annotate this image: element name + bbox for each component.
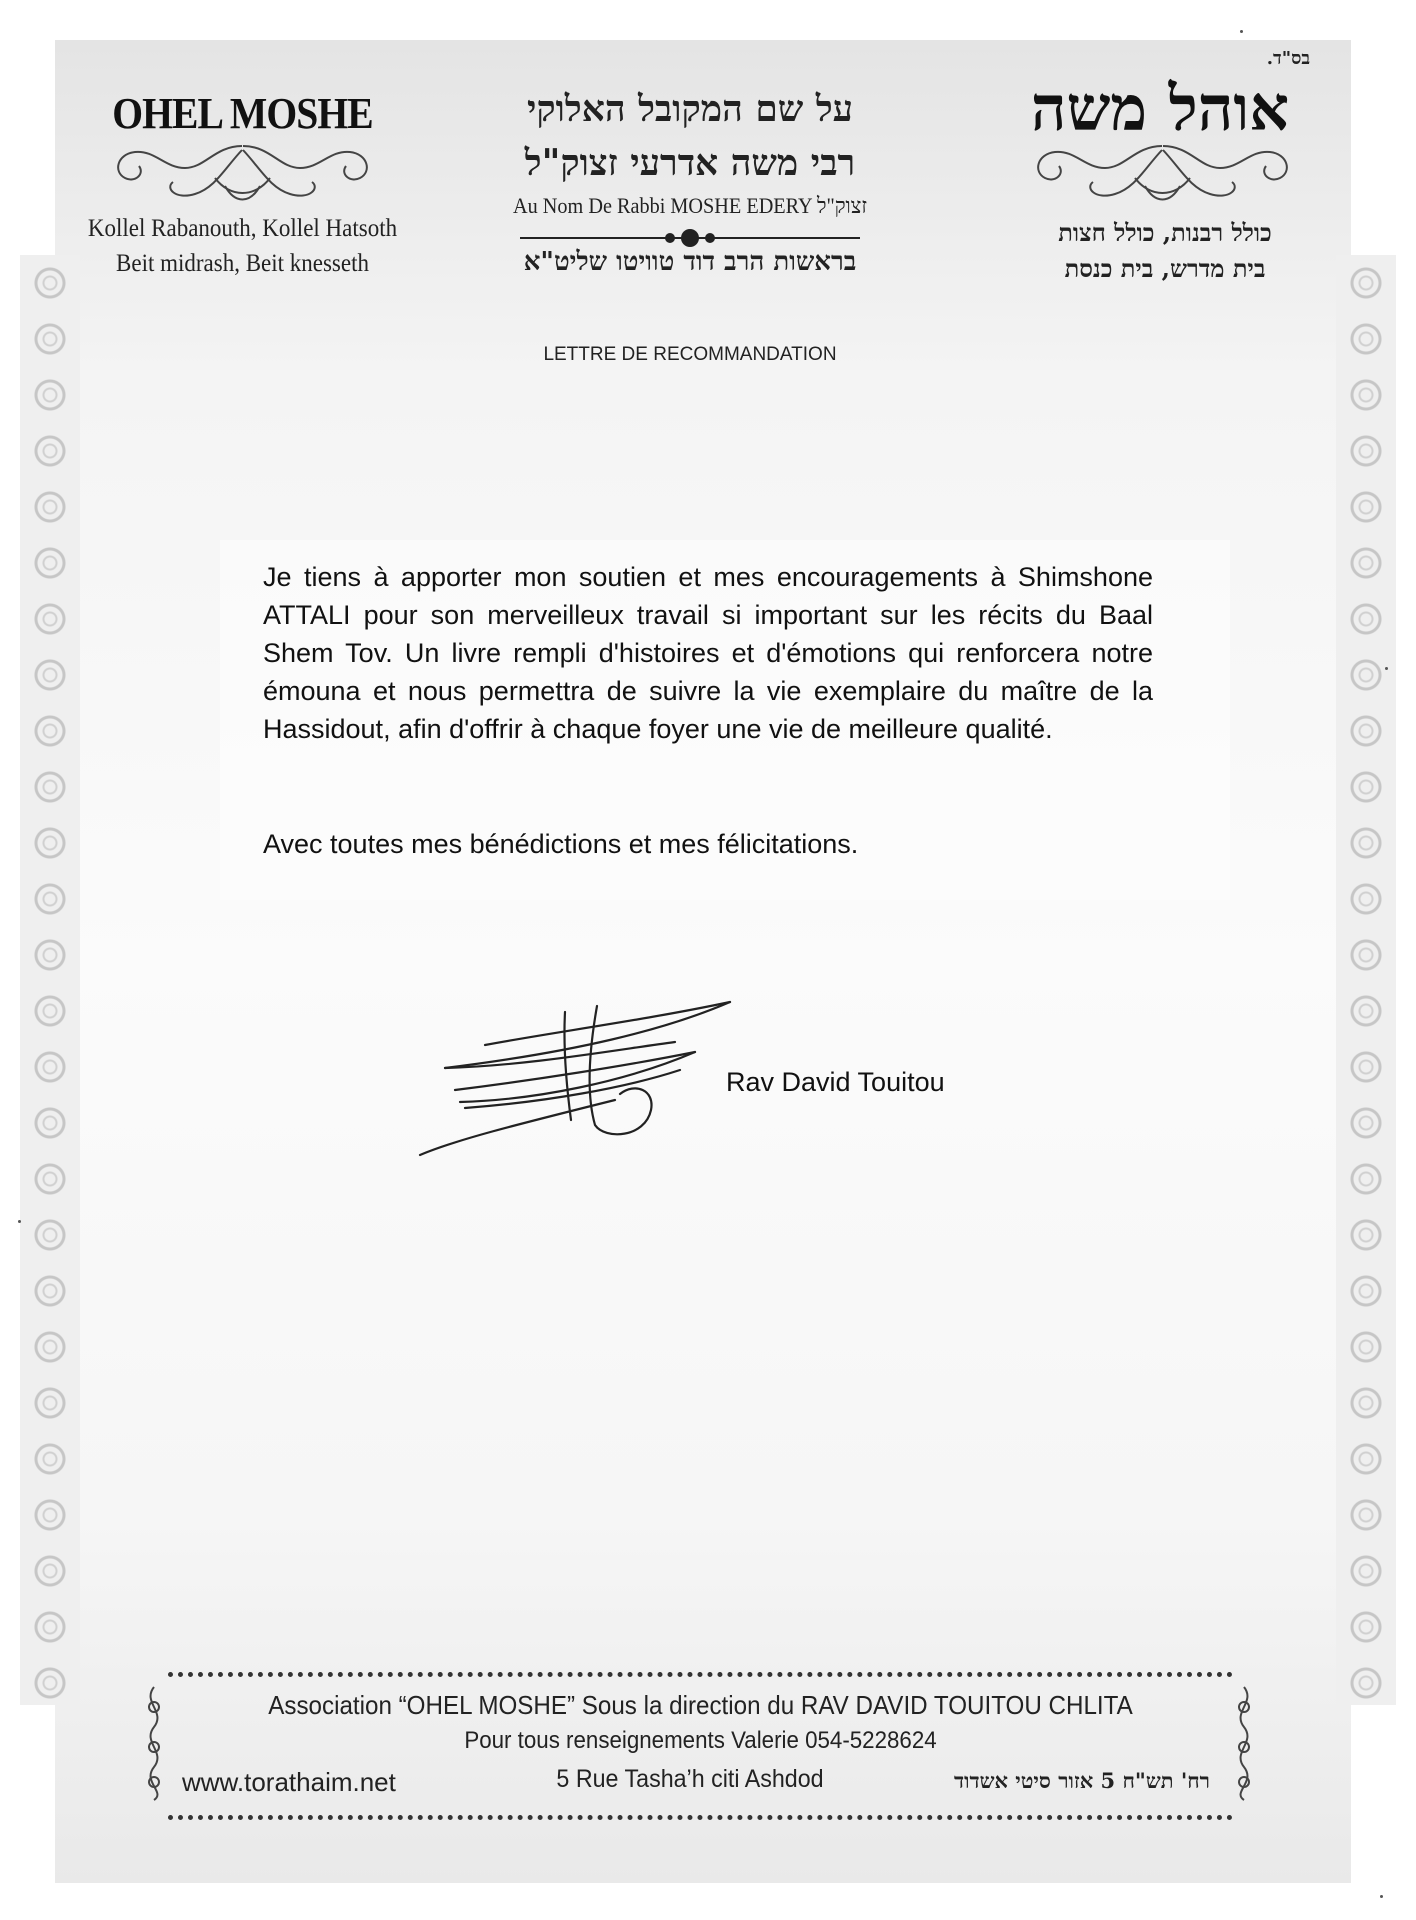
footer-association-line: Association “OHEL MOSHE” Sous la direction du RAV DAVID TOUITOU CHLITA — [268, 1690, 1133, 1720]
bsd-mark: בס"ד. — [1266, 48, 1310, 69]
scan-speck — [1240, 30, 1243, 33]
header-hebrew-dedication-1: על שם המקובל האלוקי — [526, 88, 854, 130]
letter-body: Je tiens à apporter mon soutien et mes encouragements à Shimshone ATTALI pour son merveilleux travail si important sur les récits du Baal Shem Tov. Un livre rempli d'histoires et d'émotions qui renforcera notre émouna et nous permettra de suivre la vie exemplaire du maître de la Hassidout, afin d'offrir à chaque foyer une vie de meilleure qualité. — [263, 562, 1153, 744]
scroll-ornament-right — [1228, 1682, 1260, 1802]
ornamental-border-left — [20, 255, 80, 1705]
ornamental-border-right — [1336, 255, 1396, 1705]
footer-address-french: 5 Rue Tasha’h citi Ashdod — [556, 1765, 824, 1793]
letterhead-sheet — [55, 40, 1351, 1883]
logo-english-title: OHEL MOSHE — [112, 89, 373, 138]
footer-address-hebrew: רח' תש"ח 5 אזור סיטי אשדוד — [954, 1768, 1210, 1793]
scroll-ornament-left — [138, 1682, 170, 1802]
logo-hebrew-title: אוהל משה — [1030, 72, 1290, 145]
flourish-ornament-right — [1015, 138, 1310, 210]
logo-english-subtitle-1: Kollel Rabanouth, Kollel Hatsoth — [87, 215, 398, 242]
scan-speck — [18, 1220, 21, 1223]
header-hebrew-dedication-2: רבי משה אדרעי זצוק"ל — [524, 142, 856, 184]
header-french-dedication: Au Nom De Rabbi MOSHE EDERY זצוק"ל — [513, 193, 867, 218]
scan-speck — [1380, 1895, 1383, 1898]
logo-hebrew-subtitle-1: כולל רבנות, כולל חצות — [1058, 218, 1272, 247]
letter-closing: Avec toutes mes bénédictions et mes félicitations. — [263, 829, 859, 859]
footer-contact-line: Pour tous renseignements Valerie 054-5228624 — [464, 1727, 937, 1754]
signer-name: Rav David Touitou — [726, 1067, 945, 1097]
logo-hebrew-subtitle-2: בית מדרש, בית כנסת — [1064, 254, 1266, 283]
dot-divider — [520, 228, 860, 248]
scan-speck — [1385, 667, 1388, 670]
logo-english-subtitle-2: Beit midrash, Beit knesseth — [116, 250, 369, 277]
letter-title: LETTRE DE RECOMMANDATION — [543, 344, 837, 365]
footer-website-link[interactable]: www.torathaim.net — [182, 1767, 396, 1797]
flourish-ornament-left — [95, 138, 390, 210]
handwritten-signature — [415, 990, 735, 1160]
header-hebrew-direction: בראשות הרב דוד טוויטו שליט"א — [523, 247, 857, 277]
